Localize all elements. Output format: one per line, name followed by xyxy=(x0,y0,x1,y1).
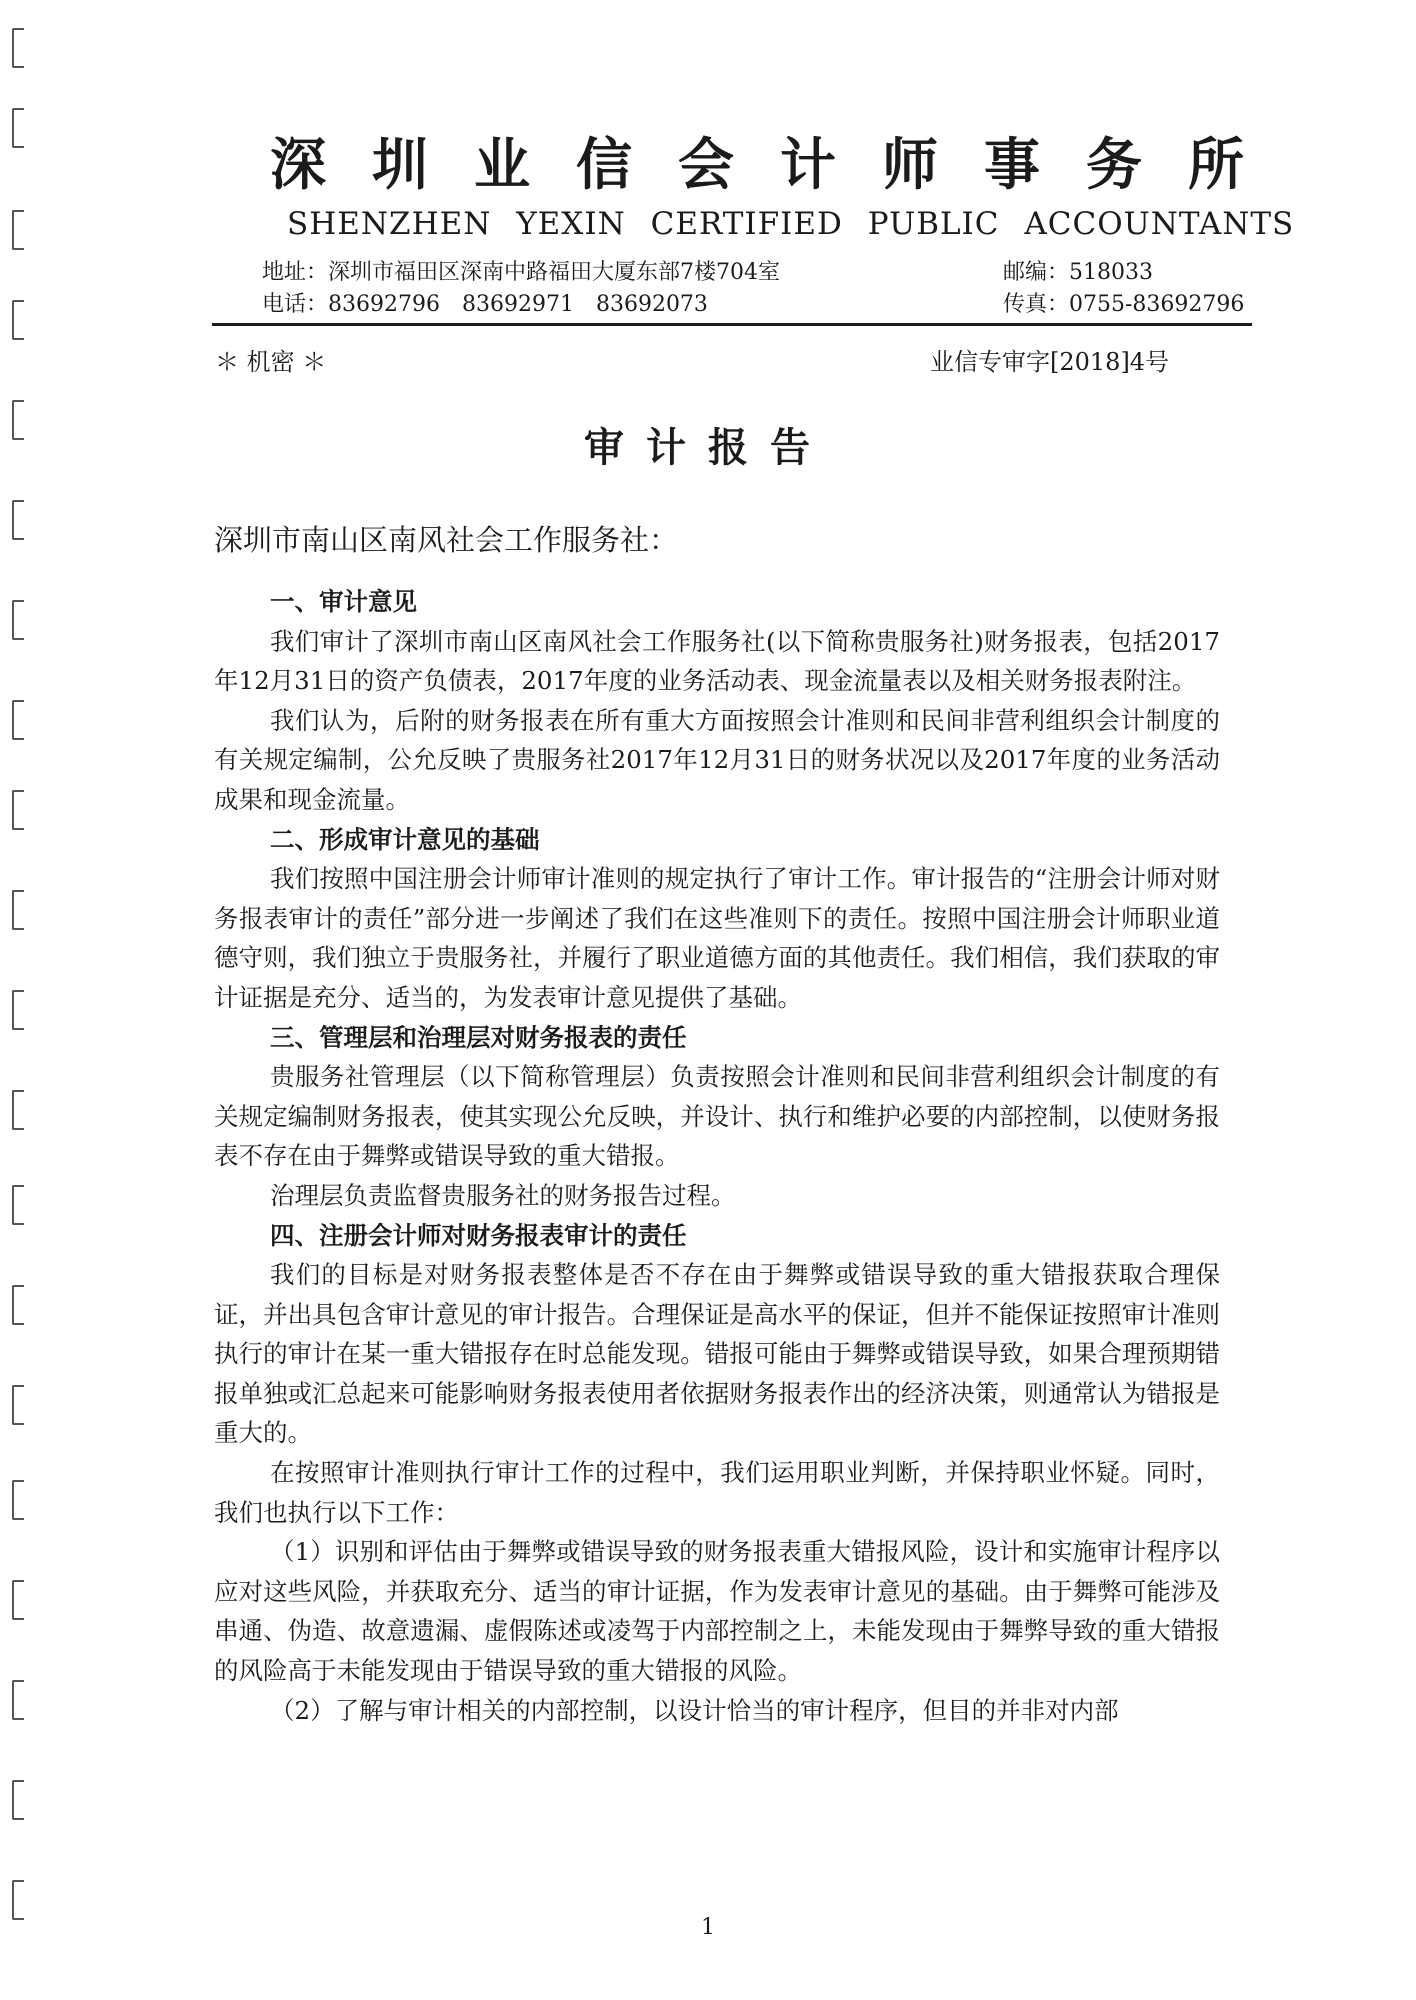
firm-fax: 传真：0755-83692796 xyxy=(1003,292,1245,317)
binding-hole xyxy=(12,1880,24,1920)
body-paragraph: （1）识别和评估由于舞弊或错误导致的财务报表重大错报风险，设计和实施审计程序以应对这些风险，并获取充分、适当的审计证据，作为发表审计意见的基础。由于舞弊可能涉及串通、伪造、故意遗漏、虚假陈述或凌驾于内部控制之上，未能发现由于舞弊导致的重大错报的风险高于未能发现由于错误导致的重大错报的风险。 xyxy=(214,1537,1220,1686)
firm-address: 地址：深圳市福田区深南中路福田大厦东部7楼704室 xyxy=(262,260,780,285)
body-paragraph: 我们审计了深圳市南山区南风社会工作服务社(以下简称贵服务社)财务报表，包括2017年12月31日的资产负债表，2017年度的业务活动表、现金流量表以及相关财务报表附注。 xyxy=(214,626,1220,696)
binding-hole xyxy=(12,500,24,540)
binding-hole xyxy=(12,1680,24,1720)
body-paragraph: 我们认为，后附的财务报表在所有重大方面按照会计准则和民间非营利组织会计制度的有关规定编制，公允反映了贵服务社2017年12月31日的财务状况以及2017年度的业务活动成果和现金流量。 xyxy=(214,705,1220,814)
body-paragraph: 贵服务社管理层（以下简称管理层）负责按照会计准则和民间非营利组织会计制度的有关规定编制财务报表，使其实现公允反映，并设计、执行和维护必要的内部控制，以使财务报表不存在由于舞弊或错误导致的重大错报。 xyxy=(214,1062,1220,1171)
body-paragraph: （2）了解与审计相关的内部控制，以设计恰当的审计程序，但目的并非对内部 xyxy=(270,1695,1119,1725)
binding-hole xyxy=(12,700,24,740)
binding-hole xyxy=(12,790,24,830)
binding-hole xyxy=(12,1090,24,1130)
binding-hole xyxy=(12,28,24,68)
firm-name-english: SHENZHEN YEXIN CERTIFIED PUBLIC ACCOUNTANTS xyxy=(287,206,1295,242)
binding-hole xyxy=(12,1185,24,1225)
binding-hole xyxy=(12,1780,24,1820)
binding-hole xyxy=(12,210,24,250)
binding-hole xyxy=(12,990,24,1030)
body-paragraph: 我们按照中国注册会计师审计准则的规定执行了审计工作。审计报告的“注册会计师对财务报表审计的责任”部分进一步阐述了我们在这些准则下的责任。按照中国注册会计师职业道德守则，我们独立于贵服务社，并履行了职业道德方面的其他责任。我们相信，我们获取的审计证据是充分、适当的，为发表审计意见提供了基础。 xyxy=(214,864,1220,1012)
binding-holes xyxy=(0,0,40,2000)
report-title: 审计报告 xyxy=(584,424,832,471)
binding-hole xyxy=(12,1580,24,1620)
binding-hole xyxy=(12,1285,24,1325)
section-heading: 三、管理层和治理层对财务报表的责任 xyxy=(270,1022,687,1052)
letterhead-divider xyxy=(212,323,1252,326)
section-heading: 一、审计意见 xyxy=(270,587,417,616)
firm-postcode: 邮编：518033 xyxy=(1003,260,1153,285)
body-paragraph: 我们的目标是对财务报表整体是否不存在由于舞弊或错误导致的重大错报获取合理保证，并出具包含审计意见的审计报告。合理保证是高水平的保证，但并不能保证按照审计准则执行的审计在某一重大错报存在时总能发现。错报可能由于舞弊或错误导致，如果合理预期错报单独或汇总起来可能影响财务报表使用者依据财务报表作出的经济决策，则通常认为错报是重大的。 xyxy=(214,1260,1220,1448)
binding-hole xyxy=(12,890,24,930)
section-heading: 四、注册会计师对财务报表审计的责任 xyxy=(270,1220,687,1250)
addressee: 深圳市南山区南风社会工作服务社： xyxy=(214,523,679,557)
confidential-mark: ＊ 机密 ＊ xyxy=(215,348,327,376)
report-reference-number: 业信专审字[2018]4号 xyxy=(930,348,1170,376)
binding-hole xyxy=(12,108,24,148)
firm-phone: 电话：83692796 83692971 83692073 xyxy=(262,292,708,317)
binding-hole xyxy=(12,300,24,340)
section-heading: 二、形成审计意见的基础 xyxy=(270,824,540,854)
report-body xyxy=(214,582,1220,1730)
firm-name-chinese: 深圳业信会计师事务所 xyxy=(270,132,1290,198)
binding-hole xyxy=(12,600,24,640)
page-number: 1 xyxy=(701,1915,715,1940)
body-paragraph: 治理层负责监督贵服务社的财务报告过程。 xyxy=(270,1180,736,1210)
body-paragraph: 在按照审计准则执行审计工作的过程中，我们运用职业判断，并保持职业怀疑。同时，我们也执行以下工作： xyxy=(214,1458,1220,1527)
binding-hole xyxy=(12,1480,24,1520)
binding-hole xyxy=(12,1385,24,1425)
